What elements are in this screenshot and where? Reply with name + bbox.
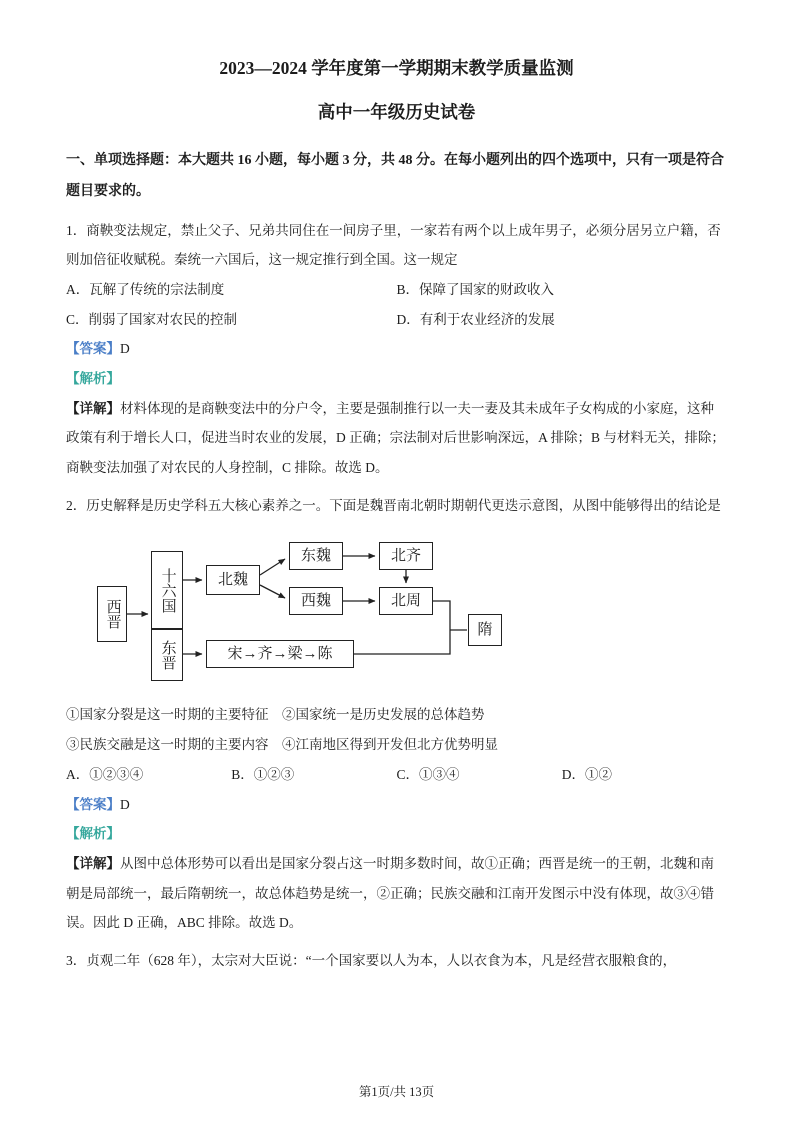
q2-analysis-label: 【解析】: [66, 826, 120, 842]
paper-title-line1: 2023—2024 学年度第一学期期末教学质量监测: [219, 58, 574, 78]
q2-answer-line: [66, 790, 727, 820]
q1-detail-text: 材料体现的是商鞅变法中的分户令，主要是强制推行以一夫一妻及其未成年子女构成的小家庭，这种政策有利于增长人口，促进当时农业的发展，D 正确；宗法制对后世影响深远，A 排除；B 与材料无关，排除；商鞅变法加强了对农民的人身控制，C 排除。故选 D。: [66, 400, 725, 476]
diagram-node-shiliuguo: 十六国: [151, 551, 183, 629]
page-footer: 第1页/共 13页: [358, 1085, 435, 1099]
q2-detail-text: 从图中总体形势可以看出是国家分裂占这一时期多数时间，故①正确；西晋是统一的王朝，北魏和南朝是局部统一，最后隋朝统一，故总体趋势是统一，②正确；民族交融和江南开发图示中没有体现，故③④错误。因此 D 正确，ABC 排除。故选 D。: [66, 855, 714, 931]
q2-answer-label: 【答案】: [66, 796, 120, 812]
q1-answer-value: D: [120, 341, 130, 357]
q1-analysis-line: [66, 364, 727, 394]
diagram-node-beiwei: 北魏: [206, 565, 260, 595]
q2-options: [66, 760, 727, 790]
q2-option-a: A．①②③④: [66, 766, 144, 782]
paper-title-line2: 高中一年级历史试卷: [317, 102, 476, 122]
question-3: [66, 946, 727, 976]
diagram-node-dongwei: 东魏: [289, 542, 343, 570]
q2-answer-value: D: [120, 796, 130, 812]
diagram-node-beizhou: 北周: [379, 587, 433, 615]
q2-statements-line1: ①国家分裂是这一时期的主要特征 ②国家统一是历史发展的总体趋势: [66, 707, 485, 723]
q2-dynasty-diagram: [78, 536, 518, 688]
question-2: [66, 491, 727, 938]
q3-stem: 3．贞观二年（628 年），太宗对大臣说：“一个国家要以人为本，人以衣食为本，凡是经营衣服粮食的，: [66, 952, 677, 968]
q1-analysis-label: 【解析】: [66, 371, 120, 387]
q1-option-a: A．瓦解了传统的宗法制度: [66, 281, 225, 297]
q1-option-d: D．有利于农业经济的发展: [396, 311, 555, 327]
q2-option-c: C．①③④: [396, 766, 460, 782]
q1-option-c: C．削弱了国家对农民的控制: [66, 311, 238, 327]
q1-stem: 1．商鞅变法规定，禁止父子、兄弟共同住在一间房子里，一家若有两个以上成年男子，必须分居另立户籍，否则加倍征收赋税。秦统一六国后，这一规定推行到全国。这一规定: [66, 222, 721, 268]
diagram-node-dongjin: 东晋: [151, 629, 183, 681]
q2-detail-label: 【详解】: [66, 855, 120, 871]
diagram-node-xijin: 西晋: [97, 586, 127, 642]
q1-answer-label: 【答案】: [66, 341, 120, 357]
q2-option-b: B．①②③: [231, 766, 295, 782]
q2-detail: [66, 849, 727, 938]
q2-statements-line2: ③民族交融是这一时期的主要内容 ④江南地区得到开发但北方优势明显: [66, 737, 498, 753]
q1-detail-label: 【详解】: [66, 400, 120, 416]
q1-detail: [66, 394, 727, 483]
q2-analysis-line: [66, 819, 727, 849]
q1-answer-line: [66, 334, 727, 364]
q2-stem: 2．历史解释是历史学科五大核心素养之一。下面是魏晋南北朝时期朝代更迭示意图，从图中能够得出的结论是: [66, 497, 721, 513]
diagram-node-sui: 隋: [468, 614, 502, 646]
q2-option-d: D．①②: [561, 766, 612, 782]
question-1: [66, 216, 727, 483]
q1-options: [66, 275, 727, 334]
diagram-node-xiwei: 西魏: [289, 587, 343, 615]
diagram-node-southern-dynasties: 宋→齐→梁→陈: [206, 640, 354, 668]
diagram-node-beiqi: 北齐: [379, 542, 433, 570]
section-heading: 一、单项选择题：本大题共 16 小题，每小题 3 分，共 48 分。在每小题列出的四个选项中，只有一项是符合题目要求的。: [66, 153, 724, 199]
q1-option-b: B．保障了国家的财政收入: [396, 281, 555, 297]
